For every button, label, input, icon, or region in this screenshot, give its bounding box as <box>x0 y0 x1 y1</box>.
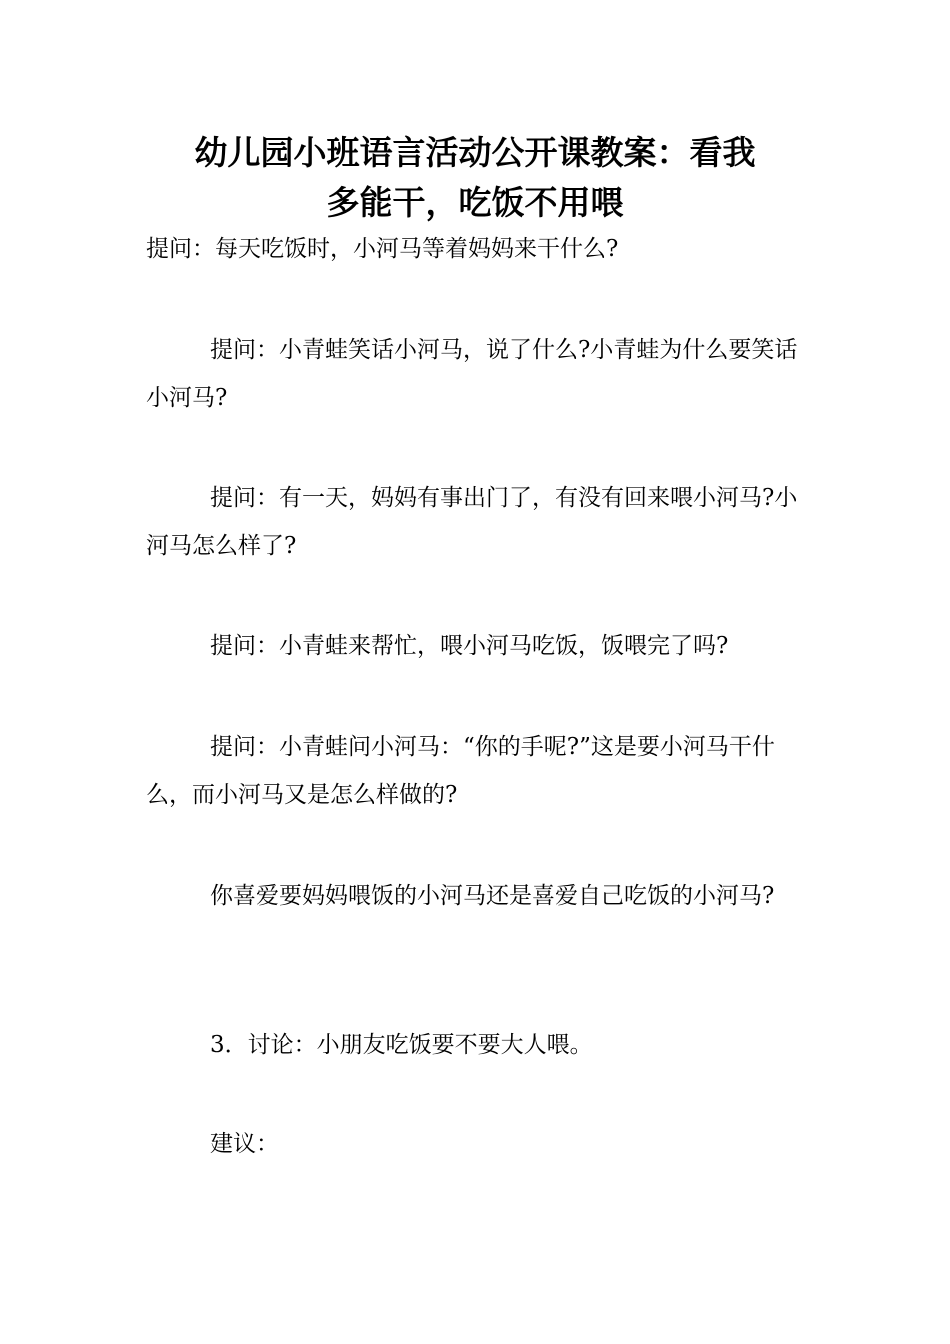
title-line-2: 多能干，吃饭不用喂 <box>326 183 624 222</box>
paragraph-5: 提问：小青蛙问小河马：“你的手呢?”这是要小河马干什么，而小河马又是怎么样做的? <box>146 734 775 808</box>
paragraph-7: 3．讨论：小朋友吃饭要不要大人喂。 <box>210 1032 593 1058</box>
document-title <box>140 128 810 228</box>
paragraph-3: 提问：有一天，妈妈有事出门了，有没有回来喂小河马?小河马怎么样了? <box>146 485 798 559</box>
paragraph-2: 提问：小青蛙笑话小河马，说了什么?小青蛙为什么要笑话小河马? <box>146 337 798 411</box>
paragraph-8: 建议： <box>210 1131 279 1157</box>
paragraph-6: 你喜爱要妈妈喂饭的小河马还是喜爱自己吃饭的小河马? <box>210 883 775 909</box>
paragraph-4: 提问：小青蛙来帮忙，喂小河马吃饭，饭喂完了吗? <box>210 633 729 659</box>
paragraph-1: 提问：每天吃饭时，小河马等着妈妈来干什么? <box>146 236 619 262</box>
title-line-1: 幼儿园小班语言活动公开课教案：看我 <box>194 133 756 172</box>
